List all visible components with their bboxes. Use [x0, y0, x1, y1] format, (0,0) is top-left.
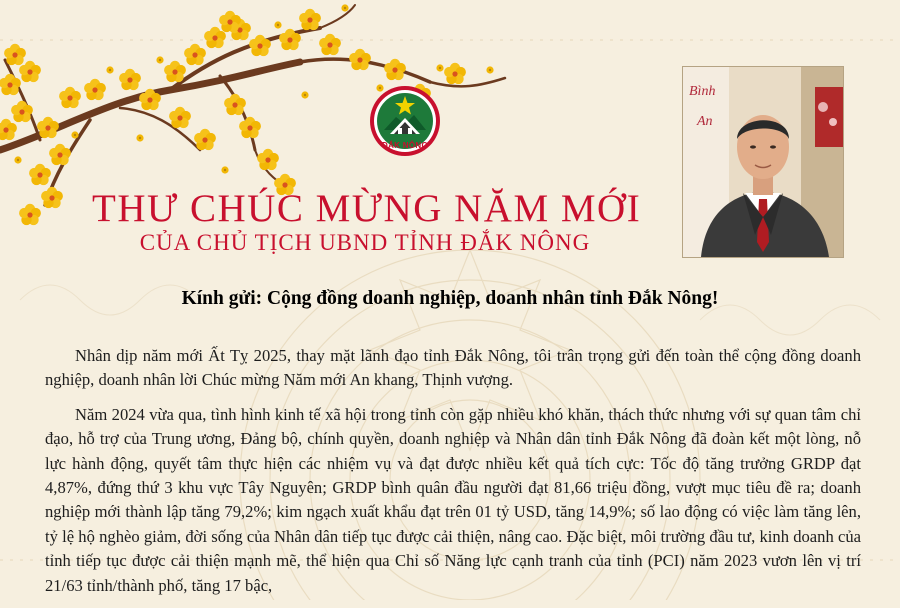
- paragraph: Nhân dịp năm mới Ất Tỵ 2025, thay mặt lãnh đạo tỉnh Đắk Nông, tôi trân trọng gửi đến toàn thể cộng đồng doanh nghiệp, doanh nhân lời Chúc mừng Năm mới An khang, Thịnh vượng.: [45, 346, 861, 390]
- letter-subtitle: CỦA CHỦ TỊCH UBND TỈNH ĐẮK NÔNG: [139, 230, 591, 255]
- letter-body: [45, 344, 861, 608]
- calligraphy-binh: Bình: [689, 84, 716, 99]
- letter-title: THƯ CHÚC MỪNG NĂM MỚI: [92, 187, 642, 230]
- dak-nong-province-logo: [368, 84, 442, 168]
- paragraph: Năm 2024 vừa qua, tình hình kinh tế xã hội trong tỉnh còn gặp nhiều khó khăn, thách thức nhưng với sự quan tâm chỉ đạo, hỗ trợ của Trung ương, Đảng bộ, chính quyền, doanh nghiệp và Nhân dân tỉnh Đắk Nông đã đoàn kết một lòng, nỗ lực hành động, quyết tâm thực hiện các nhiệm vụ và đạt được nhiều kết quả tích cực: Tốc độ tăng trưởng GRDP đạt 4,87%, đứng thứ 3 khu vực Tây Nguyên; GRDP bình quân đầu người đạt 81,66 triệu đồng, vượt mục tiêu đề ra; doanh nghiệp mới thành lập tăng 79,2%; kim ngạch xuất khẩu đạt trên 01 tỷ USD, tăng 14,9%; số lao động có việc làm tăng lên, tỷ lệ hộ nghèo giảm, đời sống của Nhân dân tiếp tục được cải thiện, nâng cao. Đặc biệt, môi trường đầu tư, kinh doanh của tỉnh tiếp tục được cải thiện mạnh mẽ, thể hiện qua Chỉ số Năng lực cạnh tranh của tỉnh (PCI) năm 2023 vươn lên vị trí 21/63 tỉnh/thành phố, tăng 17 bậc,: [45, 404, 861, 595]
- logo-caption: ĐẮK NÔNG: [382, 141, 428, 150]
- chairman-portrait: [682, 66, 844, 258]
- calligraphy-an: An: [697, 114, 713, 129]
- greeting-line: Kính gửi: Cộng đồng doanh nghiệp, doanh nhân tỉnh Đắk Nông!: [181, 288, 719, 309]
